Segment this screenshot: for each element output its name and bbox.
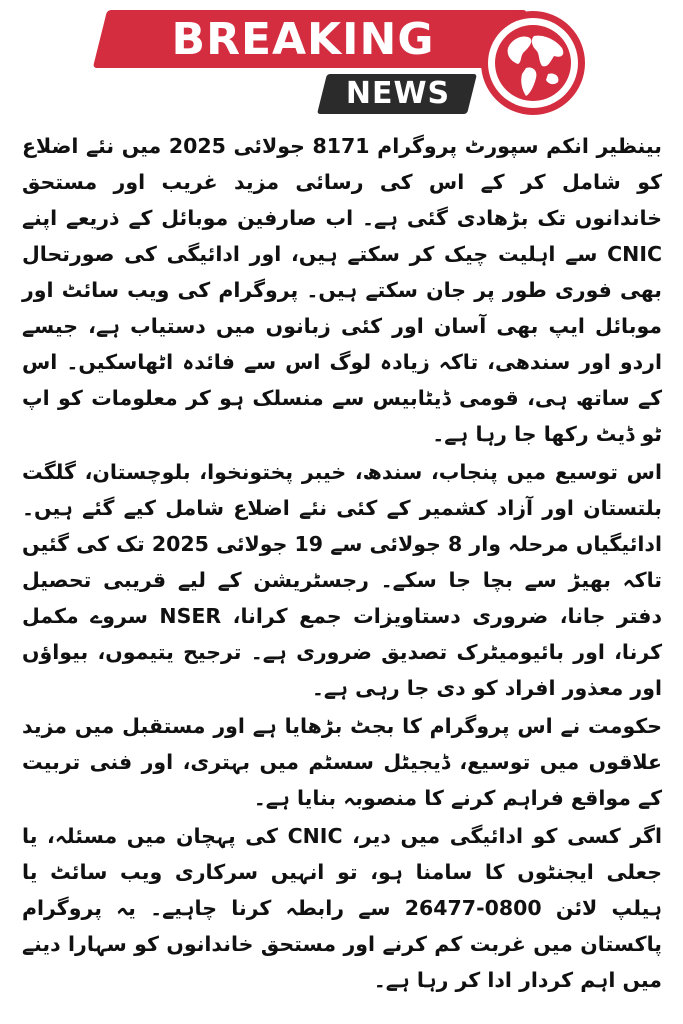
article-paragraph-1: بینظیر انکم سپورٹ پروگرام 8171 جولائی 2025 میں نئے اضلاع کو شامل کر کے اس کی رسائی مزید غریب اور مستحق خاندانوں تک بڑھادی گئی ہے۔ اب صارفین موبائل کے ذریعے اپنے CNIC سے اہلیت چیک کر سکتے ہیں، اور ادائیگی کی صورتحال بھی فوری طور پر جان سکتے ہیں۔ پروگرام کی ویب سائٹ اور موبائل ایپ بھی آسان اور کئی زبانوں میں دستیاب ہے، جیسے اردو اور سندھی، تاکہ زیادہ لوگ اس سے فائدہ اٹھاسکیں۔ اس کے ساتھ ہی، قومی ڈیٹابیس سے منسلک ہو کر معلومات کو اپ ٹو ڈیٹ رکھا جا رہا ہے۔ (22, 134, 662, 446)
article-body (22, 128, 662, 1000)
breaking-news-banner (0, 0, 683, 125)
news-label: NEWS (345, 76, 451, 111)
article-paragraph-3: حکومت نے اس پروگرام کا بجٹ بڑھایا ہے اور مستقبل میں مزید علاقوں میں توسیع، ڈیجیٹل سسٹم میں بہتری، اور فنی تربیت کے مواقع فراہم کرنے کا منصوبہ بنایا ہے۔ (22, 714, 662, 810)
breaking-label: BREAKING (171, 14, 435, 65)
article-paragraph-4: اگر کسی کو ادائیگی میں دیر، CNIC کی پہچان میں مسئلہ، یا جعلی ایجنٹوں کا سامنا ہو، تو انہیں سرکاری ویب سائٹ یا ہیلپ لائن 0800-26477 سے رابطہ کرنا چاہیے۔ یہ پروگرام پاکستان میں غربت کم کرنے اور مستحق خاندانوں کو سہارا دینے میں اہم کردار ادا کر رہا ہے۔ (22, 824, 662, 992)
article-paragraph-2: اس توسیع میں پنجاب، سندھ، خیبر پختونخوا، بلوچستان، گلگت بلتستان اور آزاد کشمیر کے کئی نئے اضلاع شامل کیے گئے ہیں۔ ادائیگیاں مرحلہ وار 8 جولائی سے 19 جولائی 2025 تک کی گئیں تاکہ بھیڑ سے بچا جا سکے۔ رجسٹریشن کے لیے قریبی تحصیل دفتر جانا، ضروری دستاویزات جمع کرانا، NSER سروے مکمل کرنا، اور بائیومیٹرک تصدیق ضروری ہے۔ ترجیح یتیموں، بیواؤں اور معذور افراد کو دی جا رہی ہے۔ (22, 460, 662, 700)
globe-icon (478, 8, 588, 118)
